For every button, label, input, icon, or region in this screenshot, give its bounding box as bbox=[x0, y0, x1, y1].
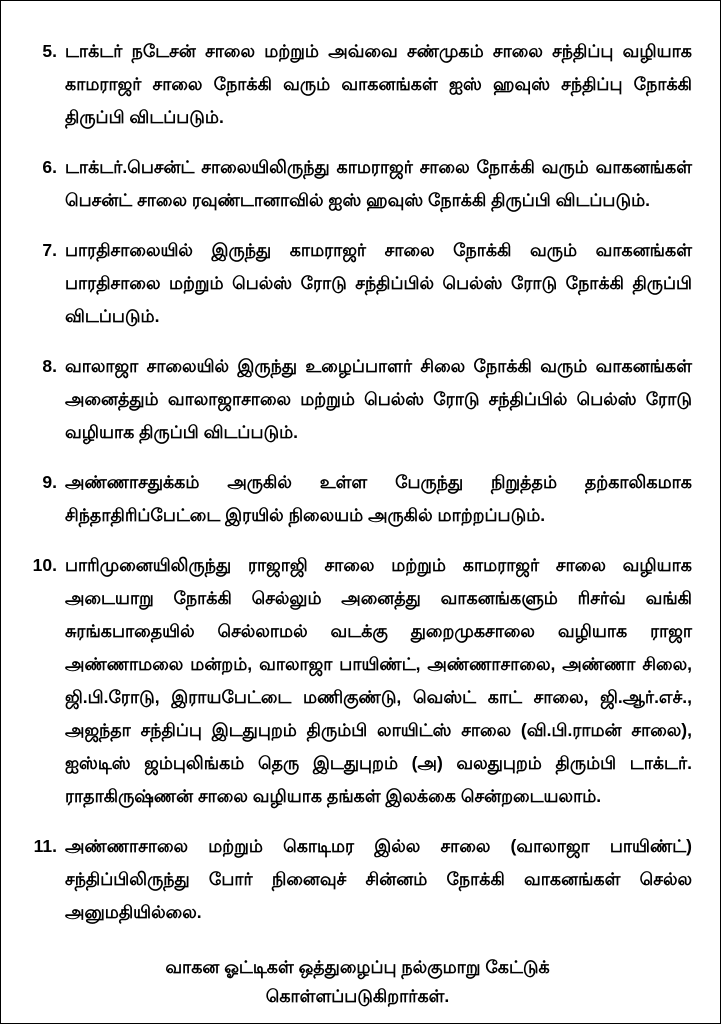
list-item-marker: 11. bbox=[33, 836, 57, 856]
numbered-list bbox=[23, 35, 692, 929]
footer-line-1: வாகன ஓட்டிகள் ஒத்துழைப்பு நல்குமாறு கேட்டுக் bbox=[165, 957, 550, 977]
list-item bbox=[23, 549, 692, 813]
footer-note bbox=[23, 953, 692, 1011]
list-item-text: அண்ணாசதுக்கம் அருகில் உள்ள பேருந்து நிறுத்தம் தற்காலிகமாக சிந்தாதிரிப்பேட்டை இரயில் நிலையம் அருகில் மாற்றப்படும். bbox=[65, 472, 692, 525]
list-item-text: அண்ணாசாலை மற்றும் கொடிமர இல்ல சாலை (வாலாஜா பாயிண்ட்) சந்திப்பிலிருந்து போர் நினைவுச் சின்னம் நோக்கி வாகனங்கள் செல்ல அனுமதியில்லை. bbox=[65, 836, 692, 922]
list-item bbox=[23, 151, 692, 217]
list-item-marker: 6. bbox=[42, 157, 57, 177]
list-item-marker: 7. bbox=[42, 240, 57, 260]
list-item-marker: 10. bbox=[32, 555, 57, 575]
list-item-text: பாரதிசாலையில் இருந்து காமராஜர் சாலை நோக்கி வரும் வாகனங்கள் பாரதிசாலை மற்றும் பெல்ஸ் ரோடு சந்திப்பில் பெல்ஸ் ரோடு நோக்கி திருப்பி விடப்படும். bbox=[65, 240, 692, 326]
list-item-marker: 9. bbox=[42, 472, 57, 492]
list-item-text: டாக்டர்.பெசன்ட் சாலையிலிருந்து காமராஜர் சாலை நோக்கி வரும் வாகனங்கள் பெசன்ட் சாலை ரவுண்டானாவில் ஐஸ் ஹவுஸ் நோக்கி திருப்பி விடப்படும். bbox=[65, 157, 692, 210]
list-item-marker: 8. bbox=[42, 356, 57, 376]
list-item-marker: 5. bbox=[42, 41, 57, 61]
list-item bbox=[23, 234, 692, 333]
list-item-text: வாலாஜா சாலையில் இருந்து உழைப்பாளர் சிலை நோக்கி வரும் வாகனங்கள் அனைத்தும் வாலாஜாசாலை மற்றும் பெல்ஸ் ரோடு சந்திப்பில் பெல்ஸ் ரோடு வழியாக திருப்பி விடப்படும். bbox=[65, 356, 692, 442]
list-item bbox=[23, 35, 692, 134]
list-item bbox=[23, 466, 692, 532]
list-item bbox=[23, 830, 692, 929]
list-item bbox=[23, 350, 692, 449]
footer-line-2: கொள்ளப்படுகிறார்கள். bbox=[265, 986, 450, 1006]
list-item-text: டாக்டர் நடேசன் சாலை மற்றும் அவ்வை சண்முகம் சாலை சந்திப்பு வழியாக காமராஜர் சாலை நோக்கி வரும் வாகனங்கள் ஐஸ் ஹவுஸ் சந்திப்பு நோக்கி திருப்பி விடப்படும். bbox=[65, 41, 692, 127]
list-item-text: பாரிமுனையிலிருந்து ராஜாஜி சாலை மற்றும் காமராஜர் சாலை வழியாக அடையாறு நோக்கி செல்லும் அனைத்து வாகனங்களும் ரிசர்வ் வங்கி சுரங்கபாதையில் செல்லாமல் வடக்கு துறைமுகசாலை வழியாக ராஜா அண்ணாமலை மன்றம், வாலாஜா பாயிண்ட், அண்ணாசாலை, அண்ணா சிலை, ஜி.பி.ரோடு, இராயபேட்டை மணிகுண்டு, வெஸ்ட் காட் சாலை, ஜி.ஆர்.எச்., அஜந்தா சந்திப்பு இடதுபுறம் திரும்பி லாயிட்ஸ் சாலை (வி.பி.ராமன் சாலை), ஐஸ்டிஸ் ஜம்புலிங்கம் தெரு இடதுபுறம் (அ) வலதுபுறம் திரும்பி டாக்டர். ராதாகிருஷ்ணன் சாலை வழியாக தங்கள் இலக்கை சென்றடையலாம். bbox=[65, 555, 692, 806]
